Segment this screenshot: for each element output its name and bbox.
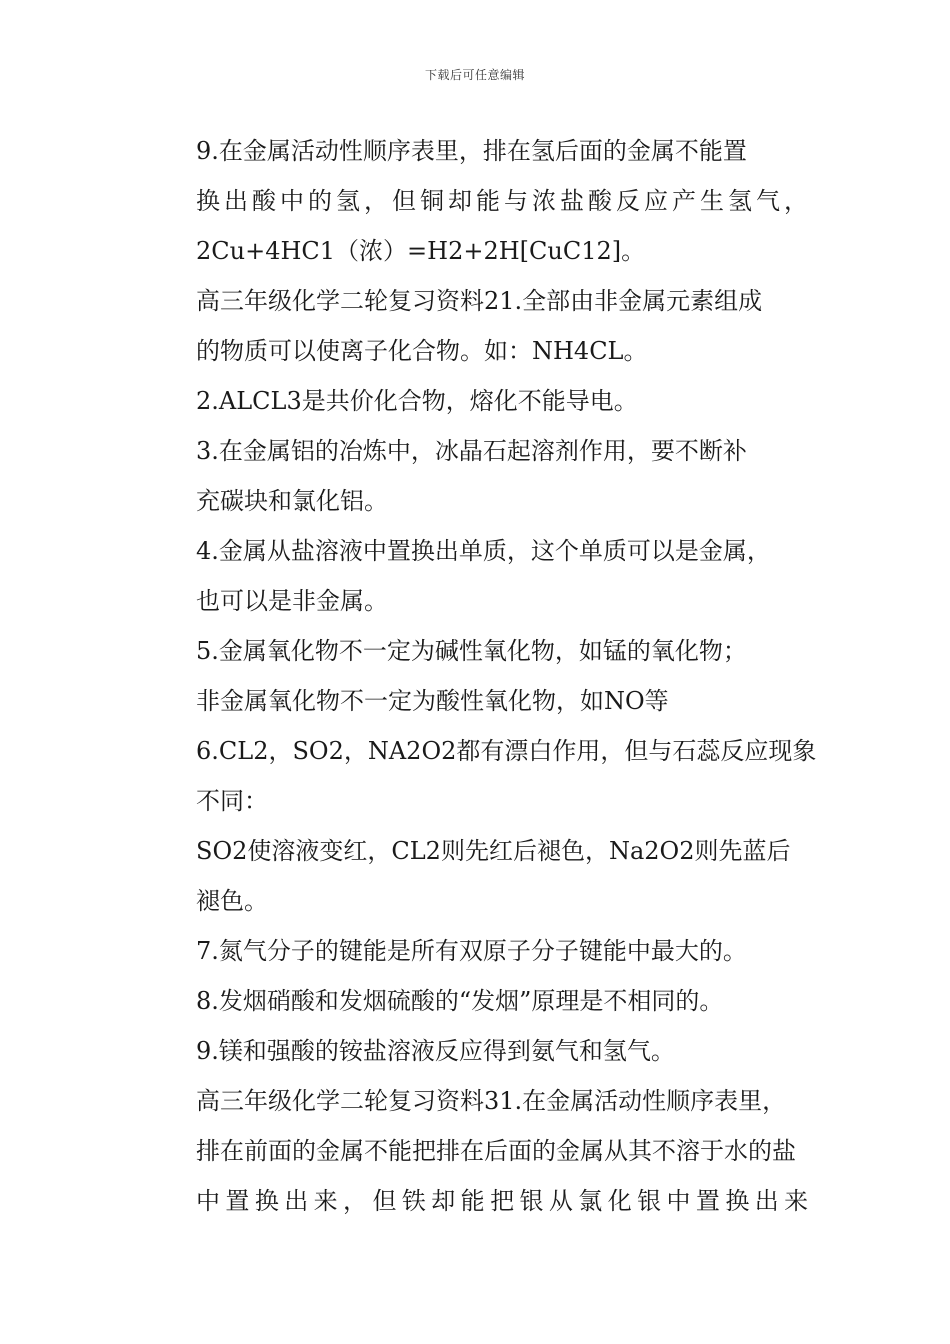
text-line: 4.金属从盐溶液中置换出单质，这个单质可以是金属， bbox=[196, 537, 771, 565]
paragraph-4 bbox=[146, 426, 808, 526]
text-line: 3.在金属铝的冶炼中，冰晶石起溶剂作用，要不断补 bbox=[196, 437, 747, 465]
text-line: 5.金属氧化物不一定为碱性氧化物，如锰的氧化物； bbox=[196, 637, 747, 665]
paragraph-12 bbox=[146, 1026, 808, 1076]
paragraph-9 bbox=[146, 826, 808, 926]
paragraph-5 bbox=[146, 526, 808, 626]
text-line: 非金属氧化物不一定为酸性氧化物，如NO等 bbox=[196, 687, 669, 715]
text-line: 2.ALCL3是共价化合物，熔化不能导电。 bbox=[196, 387, 638, 415]
paragraph-6 bbox=[146, 626, 808, 676]
text-line: 排在前面的金属不能把排在后面的金属从其不溶于水的盐 bbox=[196, 1137, 796, 1165]
text-line: 9.镁和强酸的铵盐溶液反应得到氨气和氢气。 bbox=[196, 1037, 675, 1065]
text-line: 换​出​酸​中​的​氢​，​但​铜​却​能​与​浓​盐​酸​反​应​产​生​氢​气​，​ bbox=[196, 187, 808, 215]
paragraph-13 bbox=[146, 1076, 808, 1226]
paragraph-1 bbox=[146, 126, 808, 276]
text-line: SO2使溶液变红，CL2则先红后褪色，Na2O2则先蓝后 bbox=[196, 837, 791, 865]
paragraph-8 bbox=[146, 726, 817, 826]
paragraph-10 bbox=[146, 926, 808, 976]
text-line: 高三年级化学二轮复习资料31.在金属活动性顺序表里， bbox=[196, 1087, 787, 1115]
text-line: 8.发烟硝酸和发烟硫酸的“发烟”原理是不相同的。 bbox=[196, 987, 724, 1015]
text-line: 2Cu+4HC1（浓）=H2+2H[CuC12]。 bbox=[196, 237, 646, 265]
text-line: 充碳块和氯化铝。 bbox=[196, 487, 388, 515]
text-line: 褪色。 bbox=[196, 887, 268, 915]
paragraph-3 bbox=[146, 376, 808, 426]
paragraph-7 bbox=[146, 676, 808, 726]
text-line: 9.在金属活动性顺序表里，排在氢后面的金属不能置 bbox=[196, 137, 747, 165]
text-line: 中​置​换​出​来​，​但​铁​却​能​把​银​从​氯​化​银​中​置​换​出​来​ bbox=[196, 1187, 808, 1215]
text-line: 6.CL2，SO2，NA2O2都有漂白作用，但与石蕊反应现象 bbox=[196, 737, 817, 765]
text-line: 不同： bbox=[196, 787, 268, 815]
page-header: 下载后可任意编辑 bbox=[424, 68, 525, 82]
text-line: 也可以是非金属。 bbox=[196, 587, 388, 615]
paragraph-2 bbox=[146, 276, 808, 376]
paragraph-11 bbox=[146, 976, 808, 1026]
text-line: 高三年级化学二轮复习资料21.全部由非金属元素组成 bbox=[196, 287, 763, 315]
text-line: 7.氮气分子的键能是所有双原子分子键能中最大的。 bbox=[196, 937, 747, 965]
text-line: 的物质可以使离子化合物。如：NH4CL。 bbox=[196, 337, 648, 365]
document-body bbox=[146, 126, 817, 1226]
